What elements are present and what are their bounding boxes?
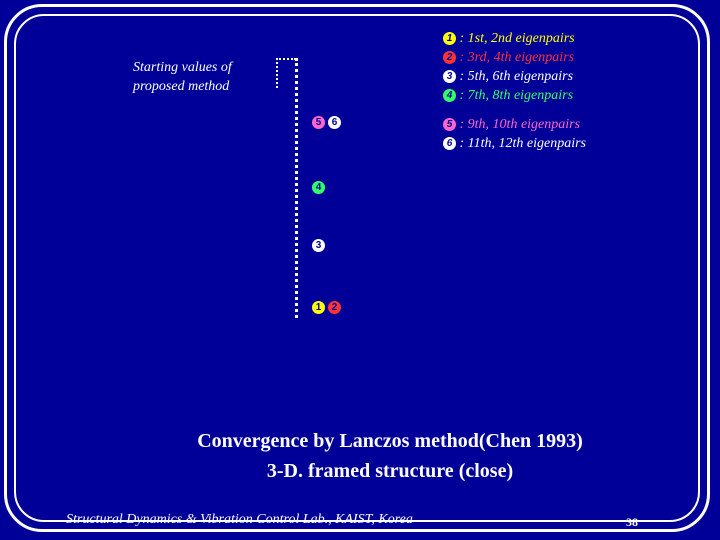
legend-text: : 11th, 12th eigenpairs — [459, 136, 587, 151]
starting-values-label — [133, 58, 232, 96]
legend-item-4 — [443, 86, 575, 105]
legend-text: : 3rd, 4th eigenpairs — [459, 50, 575, 65]
circled-number-icon: 6 — [328, 116, 341, 129]
legend-group-top — [443, 29, 575, 105]
page-number: 38 — [626, 515, 638, 529]
legend-text: : 1st, 2nd eigenpairs — [459, 31, 575, 46]
legend-item-5 — [443, 115, 586, 134]
legend-item-6 — [443, 134, 586, 153]
marker-5-6 — [312, 113, 344, 131]
slide-title-line-2: 3-D. framed structure (close) — [266, 460, 514, 482]
circled-number-icon: 1 — [443, 32, 456, 45]
slide-title-line-1: Convergence by Lanczos method(Chen 1993) — [197, 430, 583, 452]
legend-text: : 9th, 10th eigenpairs — [459, 117, 581, 132]
legend-item-2 — [443, 48, 575, 67]
circled-number-icon: 3 — [443, 70, 456, 83]
legend-text: : 7th, 8th eigenpairs — [459, 88, 574, 103]
marker-4 — [312, 178, 328, 196]
marker-3 — [312, 236, 328, 254]
circled-number-icon: 2 — [443, 51, 456, 64]
bracket-left-line — [276, 58, 278, 88]
circled-number-icon: 1 — [312, 301, 325, 314]
circled-number-icon: 5 — [443, 118, 456, 131]
starting-values-line-1: Starting values of — [133, 60, 232, 75]
legend-group-bottom — [443, 115, 586, 153]
legend-text: : 5th, 6th eigenpairs — [459, 69, 574, 84]
circled-number-icon: 4 — [443, 89, 456, 102]
legend-item-3 — [443, 67, 575, 86]
circled-number-icon: 3 — [312, 239, 325, 252]
circled-number-icon: 6 — [443, 137, 456, 150]
marker-1-2 — [312, 298, 344, 316]
footer-lab-name: Structural Dynamics & Vibration Control Lab., KAIST, Korea — [66, 512, 413, 527]
circled-number-icon: 4 — [312, 181, 325, 194]
bracket-top-line — [276, 58, 296, 60]
starting-values-line-2: proposed method — [133, 79, 230, 94]
circled-number-icon: 5 — [312, 116, 325, 129]
circled-number-icon: 2 — [328, 301, 341, 314]
legend-item-1 — [443, 29, 575, 48]
convergence-axis-line — [295, 58, 298, 318]
